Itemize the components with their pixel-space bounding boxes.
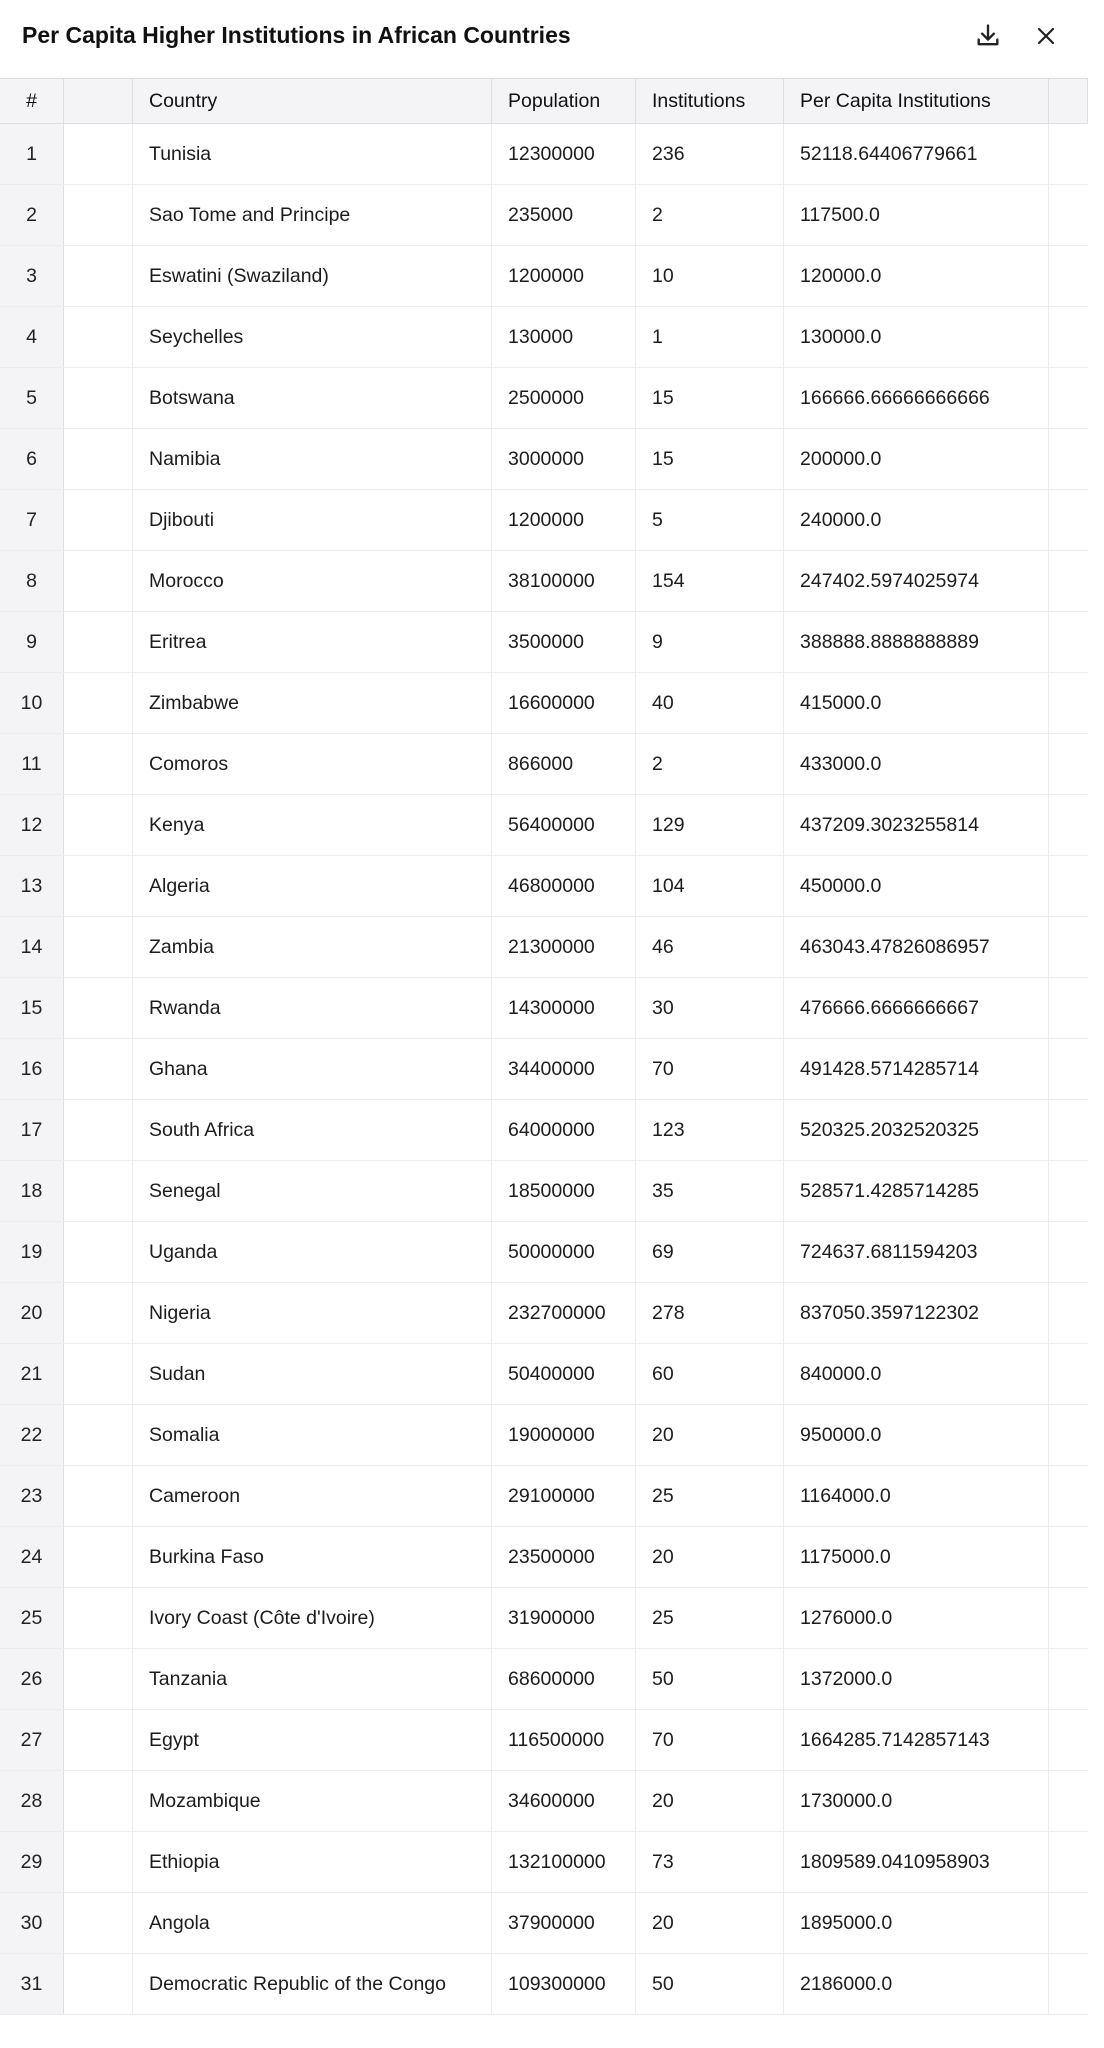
row-index-cell[interactable]: 22 <box>0 1405 64 1465</box>
table-row[interactable] <box>0 1588 1088 1649</box>
country-cell[interactable]: Algeria <box>133 856 492 916</box>
row-extra-cell[interactable] <box>1049 734 1088 794</box>
table-row[interactable] <box>0 185 1088 246</box>
per-capita-cell[interactable]: 950000.0 <box>784 1405 1049 1465</box>
row-index-cell[interactable]: 9 <box>0 612 64 672</box>
country-cell[interactable]: Zimbabwe <box>133 673 492 733</box>
institutions-cell[interactable]: 20 <box>636 1771 784 1831</box>
row-extra-cell[interactable] <box>1049 673 1088 733</box>
institutions-cell[interactable]: 25 <box>636 1588 784 1648</box>
row-index-cell[interactable]: 4 <box>0 307 64 367</box>
column-header-country[interactable]: Country <box>133 79 492 123</box>
row-extra-cell[interactable] <box>1049 1771 1088 1831</box>
country-cell[interactable]: Egypt <box>133 1710 492 1770</box>
row-blank-cell[interactable] <box>64 1893 133 1953</box>
country-cell[interactable]: Comoros <box>133 734 492 794</box>
table-row[interactable] <box>0 429 1088 490</box>
per-capita-cell[interactable]: 463043.47826086957 <box>784 917 1049 977</box>
column-header-institutions[interactable]: Institutions <box>636 79 784 123</box>
table-header-row <box>0 78 1088 124</box>
population-cell[interactable]: 12300000 <box>492 124 636 184</box>
per-capita-cell[interactable]: 130000.0 <box>784 307 1049 367</box>
population-cell[interactable]: 38100000 <box>492 551 636 611</box>
row-extra-cell[interactable] <box>1049 1527 1088 1587</box>
row-index-cell[interactable]: 18 <box>0 1161 64 1221</box>
population-cell[interactable]: 21300000 <box>492 917 636 977</box>
row-index-cell[interactable]: 16 <box>0 1039 64 1099</box>
per-capita-cell[interactable]: 437209.3023255814 <box>784 795 1049 855</box>
row-blank-cell[interactable] <box>64 1649 133 1709</box>
per-capita-cell[interactable]: 388888.8888888889 <box>784 612 1049 672</box>
table-row[interactable] <box>0 124 1088 185</box>
per-capita-cell[interactable]: 1372000.0 <box>784 1649 1049 1709</box>
population-cell[interactable]: 34600000 <box>492 1771 636 1831</box>
table-row[interactable] <box>0 734 1088 795</box>
row-extra-cell[interactable] <box>1049 1588 1088 1648</box>
per-capita-cell[interactable]: 724637.6811594203 <box>784 1222 1049 1282</box>
population-cell[interactable]: 29100000 <box>492 1466 636 1526</box>
per-capita-cell[interactable]: 433000.0 <box>784 734 1049 794</box>
institutions-cell[interactable]: 20 <box>636 1893 784 1953</box>
institutions-cell[interactable]: 104 <box>636 856 784 916</box>
population-cell[interactable]: 56400000 <box>492 795 636 855</box>
per-capita-cell[interactable]: 1895000.0 <box>784 1893 1049 1953</box>
row-extra-cell[interactable] <box>1049 1100 1088 1160</box>
population-cell[interactable]: 3500000 <box>492 612 636 672</box>
per-capita-cell[interactable]: 476666.6666666667 <box>784 978 1049 1038</box>
per-capita-cell[interactable]: 120000.0 <box>784 246 1049 306</box>
country-cell[interactable]: Tanzania <box>133 1649 492 1709</box>
population-cell[interactable]: 109300000 <box>492 1954 636 2014</box>
institutions-cell[interactable]: 46 <box>636 917 784 977</box>
row-extra-cell[interactable] <box>1049 1832 1088 1892</box>
table-row[interactable] <box>0 1893 1088 1954</box>
row-index-cell[interactable]: 21 <box>0 1344 64 1404</box>
row-extra-cell[interactable] <box>1049 307 1088 367</box>
row-index-cell[interactable]: 31 <box>0 1954 64 2014</box>
country-cell[interactable]: Somalia <box>133 1405 492 1465</box>
row-extra-cell[interactable] <box>1049 551 1088 611</box>
country-cell[interactable]: Eritrea <box>133 612 492 672</box>
table-row[interactable] <box>0 673 1088 734</box>
population-cell[interactable]: 64000000 <box>492 1100 636 1160</box>
table-row[interactable] <box>0 1771 1088 1832</box>
row-blank-cell[interactable] <box>64 856 133 916</box>
table-row[interactable] <box>0 551 1088 612</box>
institutions-cell[interactable]: 30 <box>636 978 784 1038</box>
row-extra-cell[interactable] <box>1049 1649 1088 1709</box>
row-extra-cell[interactable] <box>1049 429 1088 489</box>
country-cell[interactable]: Cameroon <box>133 1466 492 1526</box>
row-extra-cell[interactable] <box>1049 917 1088 977</box>
row-blank-cell[interactable] <box>64 1710 133 1770</box>
country-cell[interactable]: Ghana <box>133 1039 492 1099</box>
per-capita-cell[interactable]: 166666.66666666666 <box>784 368 1049 428</box>
table-row[interactable] <box>0 1344 1088 1405</box>
country-cell[interactable]: Mozambique <box>133 1771 492 1831</box>
institutions-cell[interactable]: 1 <box>636 307 784 367</box>
row-blank-cell[interactable] <box>64 734 133 794</box>
population-cell[interactable]: 132100000 <box>492 1832 636 1892</box>
institutions-cell[interactable]: 50 <box>636 1649 784 1709</box>
table-row[interactable] <box>0 917 1088 978</box>
row-index-cell[interactable]: 3 <box>0 246 64 306</box>
institutions-cell[interactable]: 15 <box>636 429 784 489</box>
close-icon <box>1034 24 1058 48</box>
institutions-cell[interactable]: 154 <box>636 551 784 611</box>
population-cell[interactable]: 235000 <box>492 185 636 245</box>
row-extra-cell[interactable] <box>1049 1283 1088 1343</box>
population-cell[interactable]: 50000000 <box>492 1222 636 1282</box>
row-blank-cell[interactable] <box>64 1344 133 1404</box>
population-cell[interactable]: 14300000 <box>492 978 636 1038</box>
institutions-cell[interactable]: 9 <box>636 612 784 672</box>
population-cell[interactable]: 23500000 <box>492 1527 636 1587</box>
population-cell[interactable]: 866000 <box>492 734 636 794</box>
row-extra-cell[interactable] <box>1049 490 1088 550</box>
table-row[interactable] <box>0 1405 1088 1466</box>
table-row[interactable] <box>0 1466 1088 1527</box>
row-blank-cell[interactable] <box>64 185 133 245</box>
institutions-cell[interactable]: 20 <box>636 1527 784 1587</box>
per-capita-cell[interactable]: 415000.0 <box>784 673 1049 733</box>
row-index-cell[interactable]: 12 <box>0 795 64 855</box>
population-cell[interactable]: 46800000 <box>492 856 636 916</box>
row-index-cell[interactable]: 7 <box>0 490 64 550</box>
row-blank-cell[interactable] <box>64 673 133 733</box>
table-row[interactable] <box>0 307 1088 368</box>
row-blank-cell[interactable] <box>64 1100 133 1160</box>
table-row[interactable] <box>0 612 1088 673</box>
dialog-header <box>0 0 1104 78</box>
column-header-population[interactable]: Population <box>492 79 636 123</box>
population-cell[interactable]: 16600000 <box>492 673 636 733</box>
row-index-cell[interactable]: 28 <box>0 1771 64 1831</box>
row-extra-cell[interactable] <box>1049 1893 1088 1953</box>
table-row[interactable] <box>0 1161 1088 1222</box>
row-blank-cell[interactable] <box>64 612 133 672</box>
row-extra-cell[interactable] <box>1049 246 1088 306</box>
table-body <box>0 124 1088 2015</box>
population-cell[interactable]: 19000000 <box>492 1405 636 1465</box>
row-index-cell[interactable]: 30 <box>0 1893 64 1953</box>
row-extra-cell[interactable] <box>1049 1039 1088 1099</box>
row-index-cell[interactable]: 11 <box>0 734 64 794</box>
row-index-cell[interactable]: 14 <box>0 917 64 977</box>
population-cell[interactable]: 1200000 <box>492 490 636 550</box>
column-header-extra[interactable] <box>1049 79 1088 123</box>
country-cell[interactable]: Uganda <box>133 1222 492 1282</box>
table-row[interactable] <box>0 1222 1088 1283</box>
institutions-cell[interactable]: 15 <box>636 368 784 428</box>
per-capita-cell[interactable]: 1276000.0 <box>784 1588 1049 1648</box>
row-blank-cell[interactable] <box>64 1527 133 1587</box>
institutions-cell[interactable]: 2 <box>636 185 784 245</box>
per-capita-cell[interactable]: 837050.3597122302 <box>784 1283 1049 1343</box>
row-blank-cell[interactable] <box>64 490 133 550</box>
country-cell[interactable]: Kenya <box>133 795 492 855</box>
country-cell[interactable]: Seychelles <box>133 307 492 367</box>
page-title: Per Capita Higher Institutions in African Countries <box>22 22 571 48</box>
row-extra-cell[interactable] <box>1049 368 1088 428</box>
row-index-cell[interactable]: 5 <box>0 368 64 428</box>
institutions-cell[interactable]: 35 <box>636 1161 784 1221</box>
table-row[interactable] <box>0 1954 1088 2015</box>
row-index-cell[interactable]: 6 <box>0 429 64 489</box>
row-blank-cell[interactable] <box>64 1588 133 1648</box>
row-index-cell[interactable]: 26 <box>0 1649 64 1709</box>
row-index-cell[interactable]: 15 <box>0 978 64 1038</box>
row-extra-cell[interactable] <box>1049 1466 1088 1526</box>
institutions-cell[interactable]: 129 <box>636 795 784 855</box>
row-blank-cell[interactable] <box>64 124 133 184</box>
row-extra-cell[interactable] <box>1049 978 1088 1038</box>
row-blank-cell[interactable] <box>64 1466 133 1526</box>
table-row[interactable] <box>0 1039 1088 1100</box>
country-cell[interactable]: Sudan <box>133 1344 492 1404</box>
per-capita-cell[interactable]: 1664285.7142857143 <box>784 1710 1049 1770</box>
row-blank-cell[interactable] <box>64 978 133 1038</box>
row-index-cell[interactable]: 8 <box>0 551 64 611</box>
row-blank-cell[interactable] <box>64 551 133 611</box>
institutions-cell[interactable]: 5 <box>636 490 784 550</box>
institutions-cell[interactable]: 70 <box>636 1039 784 1099</box>
row-index-cell[interactable]: 29 <box>0 1832 64 1892</box>
row-extra-cell[interactable] <box>1049 1954 1088 2014</box>
country-cell[interactable]: Tunisia <box>133 124 492 184</box>
table-row[interactable] <box>0 1649 1088 1710</box>
per-capita-cell[interactable]: 1164000.0 <box>784 1466 1049 1526</box>
row-index-cell[interactable]: 1 <box>0 124 64 184</box>
institutions-cell[interactable]: 40 <box>636 673 784 733</box>
row-blank-cell[interactable] <box>64 1771 133 1831</box>
country-cell[interactable]: Sao Tome and Principe <box>133 185 492 245</box>
institutions-cell[interactable]: 60 <box>636 1344 784 1404</box>
download-icon <box>974 22 1002 50</box>
per-capita-cell[interactable]: 200000.0 <box>784 429 1049 489</box>
institutions-cell[interactable]: 123 <box>636 1100 784 1160</box>
table-row[interactable] <box>0 795 1088 856</box>
population-cell[interactable]: 31900000 <box>492 1588 636 1648</box>
column-header-blank[interactable] <box>64 79 133 123</box>
per-capita-cell[interactable]: 1730000.0 <box>784 1771 1049 1831</box>
country-cell[interactable]: Ivory Coast (Côte d'Ivoire) <box>133 1588 492 1648</box>
population-cell[interactable]: 68600000 <box>492 1649 636 1709</box>
row-extra-cell[interactable] <box>1049 185 1088 245</box>
institutions-cell[interactable]: 69 <box>636 1222 784 1282</box>
table-row[interactable] <box>0 1832 1088 1893</box>
row-extra-cell[interactable] <box>1049 1405 1088 1465</box>
country-cell[interactable]: South Africa <box>133 1100 492 1160</box>
table-row[interactable] <box>0 1283 1088 1344</box>
population-cell[interactable]: 37900000 <box>492 1893 636 1953</box>
row-index-cell[interactable]: 23 <box>0 1466 64 1526</box>
country-cell[interactable]: Senegal <box>133 1161 492 1221</box>
table-row[interactable] <box>0 978 1088 1039</box>
table-row[interactable] <box>0 1710 1088 1771</box>
country-cell[interactable]: Eswatini (Swaziland) <box>133 246 492 306</box>
row-extra-cell[interactable] <box>1049 1161 1088 1221</box>
row-extra-cell[interactable] <box>1049 124 1088 184</box>
table-row[interactable] <box>0 1100 1088 1161</box>
row-extra-cell[interactable] <box>1049 795 1088 855</box>
row-index-cell[interactable]: 13 <box>0 856 64 916</box>
row-blank-cell[interactable] <box>64 246 133 306</box>
population-cell[interactable]: 1200000 <box>492 246 636 306</box>
population-cell[interactable]: 3000000 <box>492 429 636 489</box>
row-index-cell[interactable]: 24 <box>0 1527 64 1587</box>
row-blank-cell[interactable] <box>64 1954 133 2014</box>
row-blank-cell[interactable] <box>64 917 133 977</box>
population-cell[interactable]: 116500000 <box>492 1710 636 1770</box>
close-button[interactable] <box>1026 16 1066 56</box>
per-capita-cell[interactable]: 528571.4285714285 <box>784 1161 1049 1221</box>
institutions-cell[interactable]: 70 <box>636 1710 784 1770</box>
institutions-cell[interactable]: 50 <box>636 1954 784 2014</box>
population-cell[interactable]: 232700000 <box>492 1283 636 1343</box>
per-capita-cell[interactable]: 520325.2032520325 <box>784 1100 1049 1160</box>
population-cell[interactable]: 34400000 <box>492 1039 636 1099</box>
institutions-cell[interactable]: 2 <box>636 734 784 794</box>
table-row[interactable] <box>0 246 1088 307</box>
country-cell[interactable]: Ethiopia <box>133 1832 492 1892</box>
row-index-cell[interactable]: 19 <box>0 1222 64 1282</box>
table-row[interactable] <box>0 490 1088 551</box>
per-capita-cell[interactable]: 1175000.0 <box>784 1527 1049 1587</box>
row-blank-cell[interactable] <box>64 1832 133 1892</box>
per-capita-cell[interactable]: 2186000.0 <box>784 1954 1049 2014</box>
per-capita-cell[interactable]: 840000.0 <box>784 1344 1049 1404</box>
row-index-cell[interactable]: 25 <box>0 1588 64 1648</box>
population-cell[interactable]: 130000 <box>492 307 636 367</box>
institutions-cell[interactable]: 278 <box>636 1283 784 1343</box>
per-capita-cell[interactable]: 247402.5974025974 <box>784 551 1049 611</box>
row-blank-cell[interactable] <box>64 368 133 428</box>
row-extra-cell[interactable] <box>1049 1222 1088 1282</box>
country-cell[interactable]: Rwanda <box>133 978 492 1038</box>
row-blank-cell[interactable] <box>64 1405 133 1465</box>
table-row[interactable] <box>0 368 1088 429</box>
row-index-cell[interactable]: 27 <box>0 1710 64 1770</box>
institutions-cell[interactable]: 236 <box>636 124 784 184</box>
country-cell[interactable]: Namibia <box>133 429 492 489</box>
institutions-cell[interactable]: 25 <box>636 1466 784 1526</box>
row-blank-cell[interactable] <box>64 1161 133 1221</box>
per-capita-cell[interactable]: 1809589.0410958903 <box>784 1832 1049 1892</box>
download-button[interactable] <box>968 16 1008 56</box>
row-blank-cell[interactable] <box>64 1283 133 1343</box>
table-row[interactable] <box>0 856 1088 917</box>
row-index-cell[interactable]: 2 <box>0 185 64 245</box>
per-capita-cell[interactable]: 450000.0 <box>784 856 1049 916</box>
population-cell[interactable]: 2500000 <box>492 368 636 428</box>
row-extra-cell[interactable] <box>1049 856 1088 916</box>
institutions-cell[interactable]: 20 <box>636 1405 784 1465</box>
row-index-cell[interactable]: 17 <box>0 1100 64 1160</box>
country-cell[interactable]: Djibouti <box>133 490 492 550</box>
row-blank-cell[interactable] <box>64 429 133 489</box>
population-cell[interactable]: 50400000 <box>492 1344 636 1404</box>
column-header-per-capita[interactable]: Per Capita Institutions <box>784 79 1049 123</box>
country-cell[interactable]: Burkina Faso <box>133 1527 492 1587</box>
row-index-cell[interactable]: 20 <box>0 1283 64 1343</box>
data-table <box>0 78 1088 2015</box>
row-blank-cell[interactable] <box>64 1222 133 1282</box>
institutions-cell[interactable]: 73 <box>636 1832 784 1892</box>
per-capita-cell[interactable]: 491428.5714285714 <box>784 1039 1049 1099</box>
per-capita-cell[interactable]: 240000.0 <box>784 490 1049 550</box>
table-row[interactable] <box>0 1527 1088 1588</box>
population-cell[interactable]: 18500000 <box>492 1161 636 1221</box>
row-blank-cell[interactable] <box>64 795 133 855</box>
country-cell[interactable]: Nigeria <box>133 1283 492 1343</box>
country-cell[interactable]: Botswana <box>133 368 492 428</box>
row-blank-cell[interactable] <box>64 1039 133 1099</box>
row-blank-cell[interactable] <box>64 307 133 367</box>
row-extra-cell[interactable] <box>1049 1344 1088 1404</box>
country-cell[interactable]: Democratic Republic of the Congo <box>133 1954 492 2014</box>
country-cell[interactable]: Angola <box>133 1893 492 1953</box>
institutions-cell[interactable]: 10 <box>636 246 784 306</box>
per-capita-cell[interactable]: 52118.64406779661 <box>784 124 1049 184</box>
row-index-cell[interactable]: 10 <box>0 673 64 733</box>
country-cell[interactable]: Zambia <box>133 917 492 977</box>
per-capita-cell[interactable]: 117500.0 <box>784 185 1049 245</box>
row-extra-cell[interactable] <box>1049 612 1088 672</box>
column-header-index[interactable]: # <box>0 79 64 123</box>
row-extra-cell[interactable] <box>1049 1710 1088 1770</box>
country-cell[interactable]: Morocco <box>133 551 492 611</box>
